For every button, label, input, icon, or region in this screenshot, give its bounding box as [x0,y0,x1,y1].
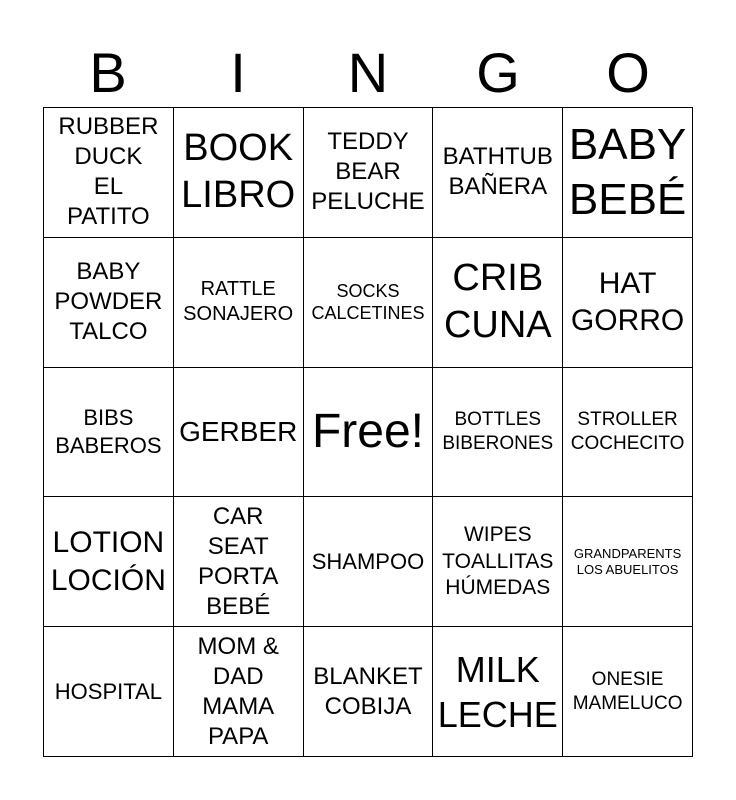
bingo-cell[interactable] [174,627,304,757]
bingo-cell[interactable] [174,368,304,498]
bingo-cell-label: TEDDY BEAR PELUCHE [311,128,425,216]
bingo-cell-label: MOM & DAD MAMA PAPA [197,632,279,750]
bingo-cell[interactable] [563,497,693,627]
bingo-cell-label: SHAMPOO [311,549,425,575]
header-letter-b: B [89,41,127,104]
bingo-cell[interactable] [433,497,563,627]
bingo-cell-label: BABY POWDER TALCO [54,258,163,346]
bingo-cell[interactable] [44,238,174,368]
bingo-cell[interactable] [304,108,434,238]
bingo-cell-label: BLANKET COBIJA [313,662,423,720]
bingo-cell[interactable] [304,238,434,368]
bingo-cell[interactable] [44,108,174,238]
bingo-cell-label: GRANDPARENTS LOS ABUELITOS [573,545,682,577]
bingo-cell[interactable] [44,497,174,627]
bingo-cell-label: GERBER [179,416,298,448]
bingo-cell[interactable] [44,627,174,757]
bingo-cell-label: CAR SEAT PORTA BEBÉ [197,502,279,620]
bingo-cell-label: MILK LECHE [437,648,558,735]
bingo-cell-label: STROLLER COCHECITO [570,409,685,454]
bingo-cell[interactable] [433,627,563,757]
header-letter-i: I [230,41,246,104]
bingo-cell[interactable] [563,108,693,238]
bingo-header [43,40,693,106]
bingo-cell-label: LOTION LOCIÓN [50,526,166,597]
bingo-cell-label: HAT GORRO [570,266,685,338]
bingo-cell-label: RATTLE SONAJERO [183,278,294,326]
bingo-cell-label: HOSPITAL [54,678,162,704]
bingo-cell[interactable] [174,238,304,368]
bingo-cell-label: WIPES TOALLITAS HÚMEDAS [442,523,554,599]
bingo-cell[interactable] [563,627,693,757]
bingo-cell-label: BOTTLES BIBERONES [442,409,554,454]
bingo-cell[interactable] [304,627,434,757]
bingo-card-grid [43,107,693,757]
bingo-cell[interactable] [44,368,174,498]
bingo-free-space[interactable] [304,368,434,498]
header-letter-n: N [347,41,389,104]
bingo-cell[interactable] [563,238,693,368]
bingo-cell-label: BIBS BABEROS [55,405,162,458]
bingo-cell[interactable] [304,497,434,627]
bingo-cell-label: SOCKS CALCETINES [311,280,425,324]
bingo-cell-label: CRIB CUNA [443,256,552,347]
header-letter-o: O [606,41,650,104]
bingo-cell[interactable] [433,238,563,368]
bingo-cell[interactable] [174,108,304,238]
bingo-cell-label: BABY BEBÉ [568,120,687,225]
bingo-cell-label: Free! [311,404,424,458]
bingo-cell-label: BOOK LIBRO [181,126,296,217]
bingo-cell[interactable] [174,497,304,627]
header-letter-g: G [476,41,520,104]
bingo-cell[interactable] [563,368,693,498]
bingo-cell[interactable] [433,108,563,238]
bingo-cell-label: ONESIE MAMELUCO [572,668,683,714]
bingo-cell[interactable] [433,368,563,498]
bingo-cell-label: BATHTUB BAÑERA [442,143,553,201]
bingo-cell-label: RUBBER DUCK EL PATITO [58,113,159,231]
